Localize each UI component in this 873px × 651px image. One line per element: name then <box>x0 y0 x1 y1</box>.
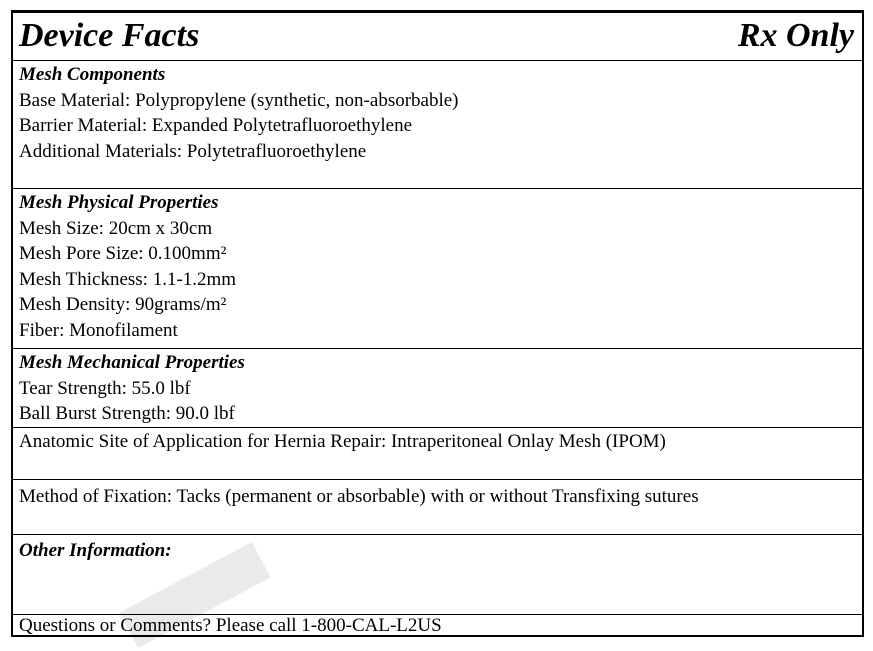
mechanical-properties-section <box>13 349 862 428</box>
thickness-line: Mesh Thickness: 1.1-1.2mm <box>19 268 237 290</box>
fixation-line: Method of Fixation: Tacks (permanent or absorbable) with or without Transfixing sutures <box>19 486 699 507</box>
other-information-heading: Other Information: <box>19 540 172 561</box>
fiber-line: Fiber: Monofilament <box>19 319 178 341</box>
fixation-section <box>13 480 862 535</box>
mechanical-properties-heading: Mesh Mechanical Properties <box>19 352 245 373</box>
physical-properties-section <box>13 189 862 349</box>
header-row <box>19 14 862 58</box>
anatomic-site-section <box>13 428 862 480</box>
base-material-line: Base Material: Polypropylene (synthetic, non-absorbable) <box>19 89 459 111</box>
density-line: Mesh Density: 90grams/m² <box>19 294 227 315</box>
mesh-components-heading: Mesh Components <box>19 64 166 85</box>
contact-section <box>13 615 862 637</box>
mesh-size-line: Mesh Size: 20cm x 30cm <box>19 217 213 239</box>
physical-properties-heading: Mesh Physical Properties <box>19 192 219 213</box>
other-information-section <box>13 535 862 615</box>
ball-burst-strength-line: Ball Burst Strength: 90.0 lbf <box>19 403 235 424</box>
pore-size-line: Mesh Pore Size: 0.100mm² <box>19 243 227 264</box>
anatomic-site-line: Anatomic Site of Application for Hernia Repair: Intraperitoneal Onlay Mesh (IPOM) <box>19 431 666 452</box>
mesh-components-section <box>13 61 862 189</box>
device-facts-panel <box>11 10 864 637</box>
header-section <box>13 13 862 61</box>
barrier-material-line: Barrier Material: Expanded Polytetrafluoroethylene <box>19 115 413 136</box>
tear-strength-line: Tear Strength: 55.0 lbf <box>19 377 191 399</box>
additional-materials-line: Additional Materials: Polytetrafluoroethylene <box>19 140 367 162</box>
page-title: Device Facts <box>19 17 200 54</box>
rx-only-label: Rx Only <box>737 17 854 54</box>
contact-line: Questions or Comments? Please call 1-800-CAL-L2US <box>19 615 442 636</box>
